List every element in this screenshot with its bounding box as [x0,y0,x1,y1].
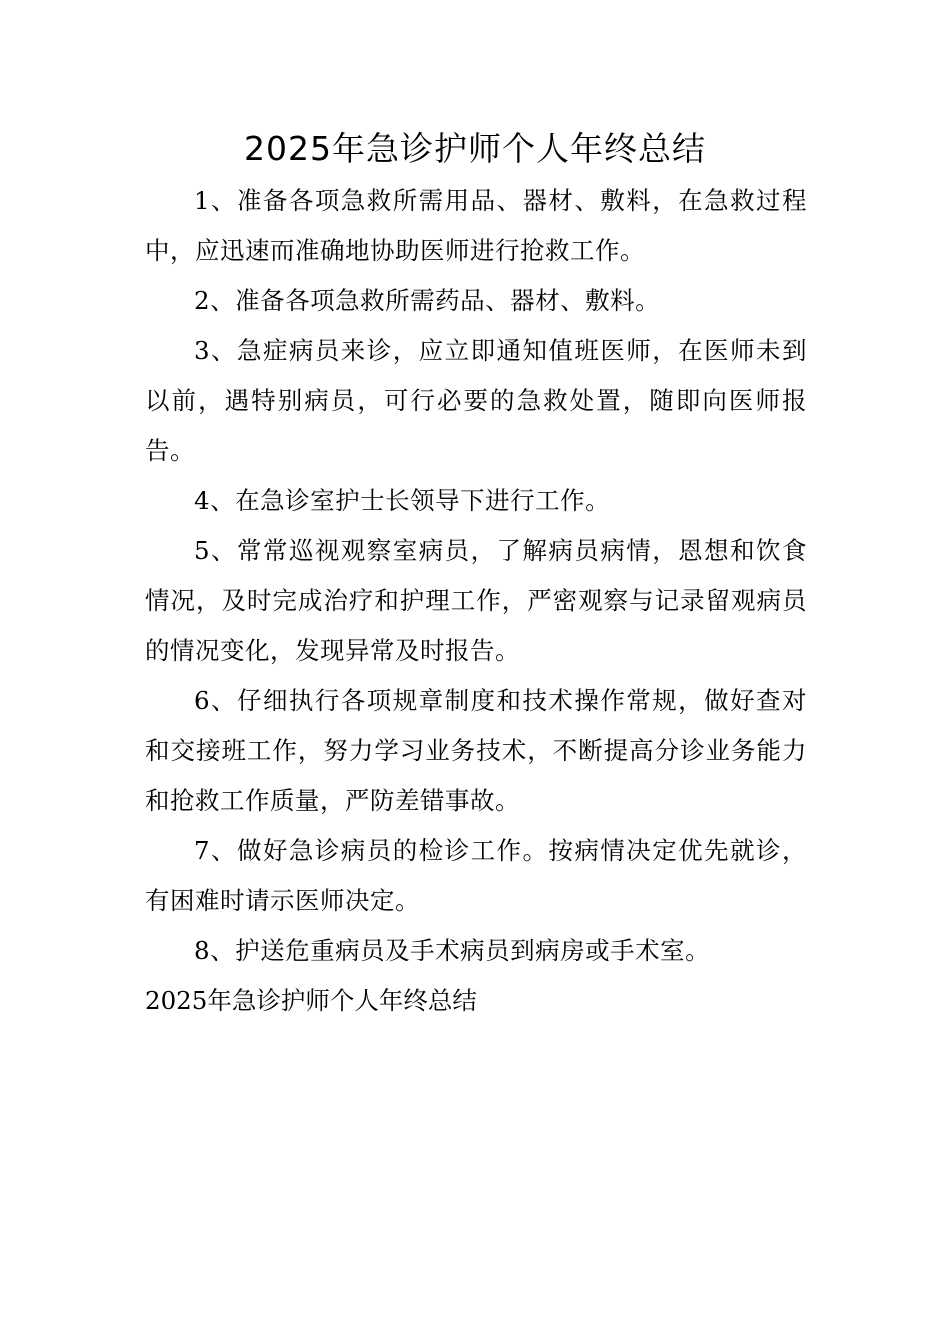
paragraph-8: 8、护送危重病员及手术病员到病房或手术室。 [194,936,711,965]
document-body [145,176,807,1026]
paragraph-1: 1、准备各项急救所需用品、器材、敷料，在急救过程中，应迅速而准确地协助医师进行抢救工作。 [145,186,807,265]
paragraph-7: 7、做好急诊病员的检诊工作。按病情决定优先就诊，有困难时请示医师决定。 [145,836,807,915]
paragraph-5: 5、常常巡视观察室病员，了解病员病情，恩想和饮食情况，及时完成治疗和护理工作，严密观察与记录留观病员的情况变化，发现异常及时报告。 [145,536,807,665]
paragraph-4: 4、在急诊室护士长领导下进行工作。 [194,486,611,515]
document-title: 2025年急诊护师个人年终总结 [244,129,706,168]
paragraph-2: 2、准备各项急救所需药品、器材、敷料。 [194,286,661,315]
footer-title: 2025年急诊护师个人年终总结 [145,986,477,1015]
paragraph-6: 6、仔细执行各项规章制度和技术操作常规，做好查对和交接班工作，努力学习业务技术，不断提高分诊业务能力和抢救工作质量，严防差错事故。 [145,686,807,815]
paragraph-3: 3、急症病员来诊，应立即通知值班医师，在医师未到以前，遇特别病员，可行必要的急救处置，随即向医师报告。 [145,336,807,465]
